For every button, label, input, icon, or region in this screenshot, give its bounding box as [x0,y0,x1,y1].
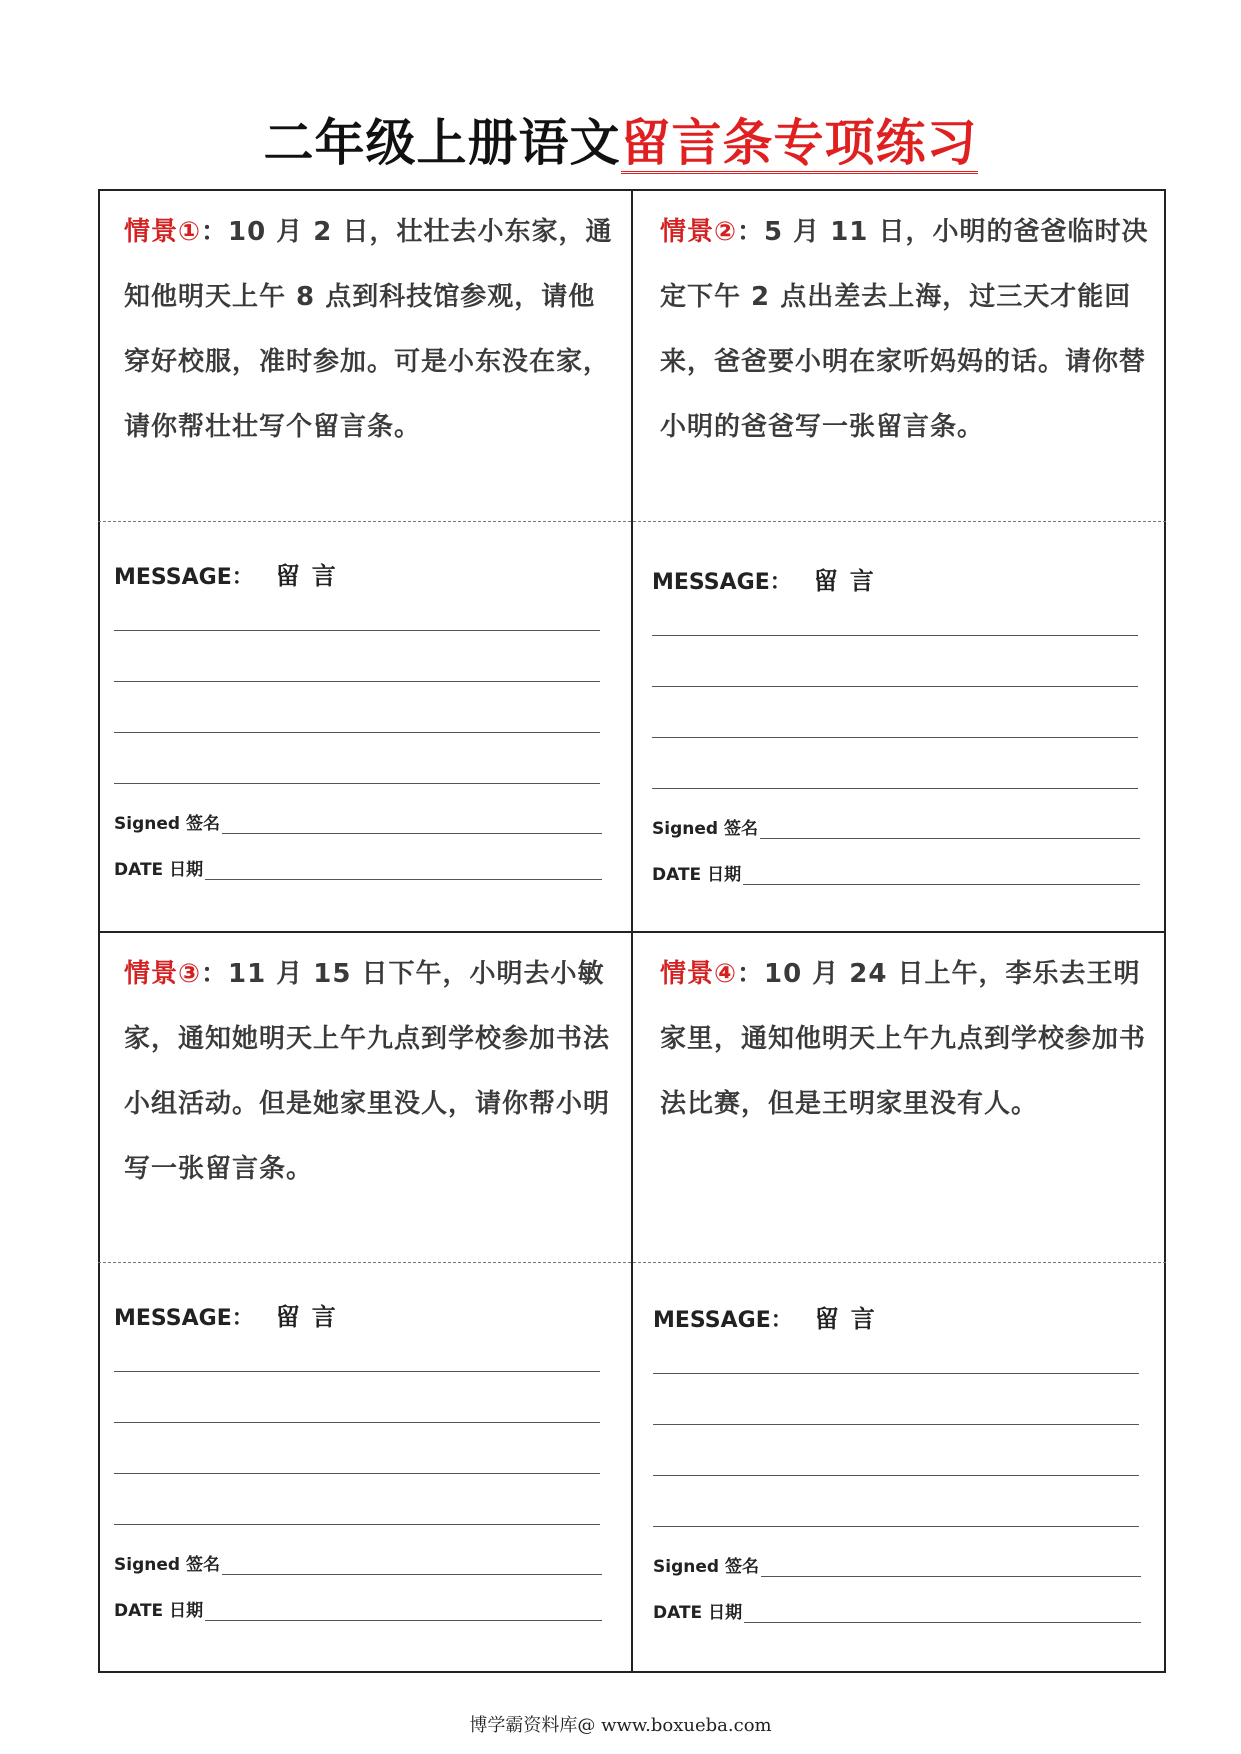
writing-line[interactable] [114,1371,600,1372]
message-heading: MESSAGE： 留言 [114,1303,348,1331]
message-heading: MESSAGE： 留言 [114,562,348,590]
cut-line-top [98,521,1166,522]
writing-line[interactable] [114,783,600,784]
signed-field[interactable]: Signed 签名 [114,1551,602,1575]
scenario-3-text: ：11 月 15 日下午，小明去小敏家，通知她明天上午九点到学校参加书法小组活动。但是她家里没人，请你帮小明写一张留言条。 [124,959,611,1184]
message-heading: MESSAGE： 留言 [653,1305,887,1333]
writing-line[interactable] [114,732,600,733]
scenario-2-label: 情景② [660,217,738,247]
scenario-4-label: 情景④ [660,959,738,989]
row-divider [98,931,1166,933]
message-form-4 [653,1299,1143,1623]
date-field[interactable]: DATE 日期 [653,1599,1141,1623]
footer-watermark: 博学霸资料库@ www.boxueba.com [469,1715,772,1736]
scenario-3-label: 情景③ [124,959,202,989]
message-form-1 [114,556,604,880]
scenario-4-text: ：10 月 24 日上午，李乐去王明家里，通知他明天上午九点到学校参加书法比赛，但是王明家里没有人。 [660,959,1147,1119]
scenario-4 [660,942,1150,1137]
writing-line[interactable] [114,1524,600,1525]
signed-field[interactable]: Signed 签名 [652,815,1140,839]
message-form-3 [114,1297,604,1621]
writing-line[interactable] [114,681,600,682]
writing-line[interactable] [652,737,1138,738]
scenario-1-label: 情景① [124,217,202,247]
page-title [0,108,1241,178]
writing-line[interactable] [114,630,600,631]
writing-line[interactable] [653,1373,1139,1374]
scenario-1-text: ：10 月 2 日，壮壮去小东家，通知他明天上午 8 点到科技馆参观，请他穿好校服，准时参加。可是小东没在家，请你帮壮壮写个留言条。 [124,217,613,442]
date-field[interactable]: DATE 日期 [652,861,1140,885]
writing-line[interactable] [653,1475,1139,1476]
cut-line-bottom [98,1262,1166,1263]
writing-line[interactable] [114,1473,600,1474]
writing-line[interactable] [652,635,1138,636]
writing-line[interactable] [653,1424,1139,1425]
writing-line[interactable] [114,1422,600,1423]
title-main: 二年级上册语文 [263,114,621,172]
date-field[interactable]: DATE 日期 [114,856,602,880]
signed-field[interactable]: Signed 签名 [114,810,602,834]
writing-line[interactable] [652,788,1138,789]
writing-line[interactable] [653,1526,1139,1527]
signed-field[interactable]: Signed 签名 [653,1553,1141,1577]
scenario-2 [660,200,1150,460]
message-heading: MESSAGE： 留言 [652,567,886,595]
scenario-2-text: ：5 月 11 日，小明的爸爸临时决定下午 2 点出差去上海，过三天才能回来，爸爸要小明在家听妈妈的话。请你替小明的爸爸写一张留言条。 [660,217,1149,442]
message-form-2 [652,561,1142,885]
scenario-3 [124,942,614,1202]
writing-line[interactable] [652,686,1138,687]
scenario-1 [124,200,614,460]
title-highlight: 留言条专项练习 [621,108,978,178]
date-field[interactable]: DATE 日期 [114,1597,602,1621]
